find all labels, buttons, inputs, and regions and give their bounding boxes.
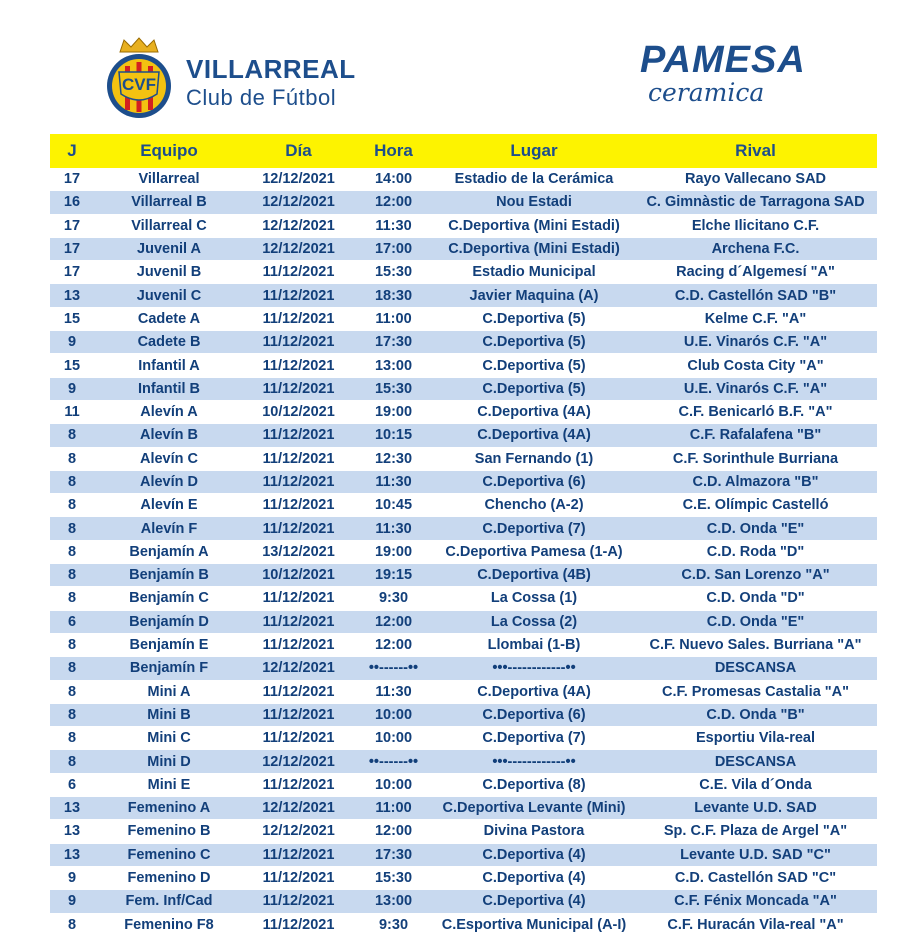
rival-cell: Kelme C.F. "A": [634, 307, 877, 330]
table-row: [50, 284, 877, 307]
equipo-cell: Mini C: [94, 727, 244, 750]
jornada-cell: 6: [50, 610, 94, 633]
table-row: [50, 354, 877, 377]
table-row: [50, 657, 877, 680]
rival-cell: C.D. San Lorenzo "A": [634, 564, 877, 587]
lugar-cell: •••------------••: [434, 657, 634, 680]
hora-cell: 10:00: [353, 703, 434, 726]
rival-cell: C.F. Promesas Castalia "A": [634, 680, 877, 703]
jornada-cell: 17: [50, 214, 94, 237]
rival-cell: C.D. Castellón SAD "C": [634, 866, 877, 889]
table-row: [50, 214, 877, 237]
equipo-cell: Femenino F8: [94, 913, 244, 936]
hora-cell: 14:00: [353, 168, 434, 191]
table-row: [50, 377, 877, 400]
table-row: [50, 494, 877, 517]
hora-cell: 11:30: [353, 680, 434, 703]
rival-cell: C.D. Onda "E": [634, 610, 877, 633]
hora-cell: 17:00: [353, 237, 434, 260]
dia-cell: 11/12/2021: [244, 633, 353, 656]
table-row: [50, 237, 877, 260]
rival-cell: C.E. Olímpic Castelló: [634, 494, 877, 517]
rival-cell: C.F. Rafalafena "B": [634, 424, 877, 447]
lugar-cell: La Cossa (1): [434, 587, 634, 610]
jornada-cell: 8: [50, 657, 94, 680]
hora-cell: 10:00: [353, 773, 434, 796]
club-name: [186, 56, 356, 109]
equipo-cell: Alevín F: [94, 517, 244, 540]
jornada-cell: 8: [50, 680, 94, 703]
dia-cell: 10/12/2021: [244, 400, 353, 423]
jornada-cell: 13: [50, 797, 94, 820]
equipo-cell: Benjamín F: [94, 657, 244, 680]
villarreal-crest-icon: [104, 36, 174, 122]
equipo-cell: Mini A: [94, 680, 244, 703]
equipo-cell: Benjamín E: [94, 633, 244, 656]
dia-cell: 11/12/2021: [244, 773, 353, 796]
lugar-cell: C.Deportiva (5): [434, 307, 634, 330]
lugar-cell: C.Deportiva (5): [434, 331, 634, 354]
lugar-cell: San Fernando (1): [434, 447, 634, 470]
lugar-cell: C.Esportiva Municipal (A-I): [434, 913, 634, 936]
jornada-cell: 17: [50, 237, 94, 260]
jornada-cell: 6: [50, 773, 94, 796]
jornada-cell: 11: [50, 400, 94, 423]
rival-cell: C. Gimnàstic de Tarragona SAD: [634, 191, 877, 214]
table-row: [50, 587, 877, 610]
dia-cell: 12/12/2021: [244, 237, 353, 260]
dia-cell: 11/12/2021: [244, 307, 353, 330]
rival-cell: U.E. Vinarós C.F. "A": [634, 331, 877, 354]
hora-cell: ••------••: [353, 750, 434, 773]
table-row: [50, 168, 877, 191]
hora-cell: 19:00: [353, 400, 434, 423]
table-row: [50, 866, 877, 889]
hora-cell: 17:30: [353, 331, 434, 354]
dia-cell: 11/12/2021: [244, 354, 353, 377]
table-row: [50, 517, 877, 540]
equipo-cell: Benjamín C: [94, 587, 244, 610]
jornada-cell: 8: [50, 913, 94, 936]
table-row: [50, 261, 877, 284]
dia-cell: 11/12/2021: [244, 913, 353, 936]
table-row: [50, 447, 877, 470]
hora-cell: 15:30: [353, 377, 434, 400]
equipo-cell: Alevín D: [94, 470, 244, 493]
jornada-cell: 8: [50, 564, 94, 587]
equipo-cell: Femenino A: [94, 797, 244, 820]
rival-cell: C.D. Castellón SAD "B": [634, 284, 877, 307]
equipo-cell: Villarreal C: [94, 214, 244, 237]
rival-cell: U.E. Vinarós C.F. "A": [634, 377, 877, 400]
rival-cell: Sp. C.F. Plaza de Argel "A": [634, 820, 877, 843]
dia-cell: 11/12/2021: [244, 424, 353, 447]
rival-cell: Esportiu Vila-real: [634, 727, 877, 750]
sponsor-line2: ceramica: [648, 78, 765, 107]
hora-cell: 10:00: [353, 727, 434, 750]
hora-cell: 15:30: [353, 261, 434, 284]
lugar-cell: Chencho (A-2): [434, 494, 634, 517]
equipo-cell: Benjamín D: [94, 610, 244, 633]
equipo-cell: Alevín E: [94, 494, 244, 517]
equipo-cell: Cadete B: [94, 331, 244, 354]
lugar-cell: C.Deportiva (5): [434, 377, 634, 400]
table-row: [50, 331, 877, 354]
hora-cell: 19:00: [353, 540, 434, 563]
lugar-cell: Divina Pastora: [434, 820, 634, 843]
table-row: [50, 797, 877, 820]
jornada-cell: 8: [50, 447, 94, 470]
table-row: [50, 820, 877, 843]
lugar-cell: Estadio de la Cerámica: [434, 168, 634, 191]
table-row: [50, 470, 877, 493]
equipo-cell: Alevín A: [94, 400, 244, 423]
table-row: [50, 191, 877, 214]
jornada-cell: 13: [50, 284, 94, 307]
table-header-row: [50, 134, 877, 168]
equipo-cell: Mini D: [94, 750, 244, 773]
dia-cell: 12/12/2021: [244, 657, 353, 680]
dia-cell: 11/12/2021: [244, 261, 353, 284]
hora-cell: 10:15: [353, 424, 434, 447]
table-row: [50, 890, 877, 913]
lugar-cell: C.Deportiva (4): [434, 843, 634, 866]
hora-cell: 11:30: [353, 214, 434, 237]
lugar-cell: C.Deportiva (6): [434, 470, 634, 493]
rival-cell: Archena F.C.: [634, 237, 877, 260]
jornada-cell: 8: [50, 424, 94, 447]
jornada-cell: 15: [50, 307, 94, 330]
jornada-cell: 16: [50, 191, 94, 214]
crest-letters: CVF: [122, 75, 156, 94]
table-row: [50, 750, 877, 773]
rival-cell: C.F. Fénix Moncada "A": [634, 890, 877, 913]
equipo-cell: Mini B: [94, 703, 244, 726]
dia-cell: 12/12/2021: [244, 191, 353, 214]
hora-cell: 13:00: [353, 354, 434, 377]
lugar-cell: C.Deportiva (Mini Estadi): [434, 237, 634, 260]
rival-cell: C.D. Almazora "B": [634, 470, 877, 493]
dia-cell: 10/12/2021: [244, 564, 353, 587]
jornada-cell: 8: [50, 727, 94, 750]
jornada-cell: 15: [50, 354, 94, 377]
jornada-cell: 8: [50, 494, 94, 517]
hora-cell: 11:30: [353, 470, 434, 493]
match-schedule-table: [50, 134, 877, 937]
hora-cell: 11:00: [353, 797, 434, 820]
hora-cell: 12:00: [353, 191, 434, 214]
column-header-j: J: [50, 134, 94, 168]
lugar-cell: C.Deportiva (4A): [434, 680, 634, 703]
lugar-cell: La Cossa (2): [434, 610, 634, 633]
hora-cell: 17:30: [353, 843, 434, 866]
dia-cell: 11/12/2021: [244, 377, 353, 400]
dia-cell: 12/12/2021: [244, 168, 353, 191]
jornada-cell: 13: [50, 843, 94, 866]
column-header-equipo: Equipo: [94, 134, 244, 168]
rival-cell: Levante U.D. SAD: [634, 797, 877, 820]
equipo-cell: Femenino C: [94, 843, 244, 866]
lugar-cell: C.Deportiva (7): [434, 517, 634, 540]
rival-cell: C.F. Benicarló B.F. "A": [634, 400, 877, 423]
hora-cell: 9:30: [353, 913, 434, 936]
equipo-cell: Benjamín A: [94, 540, 244, 563]
equipo-cell: Femenino B: [94, 820, 244, 843]
lugar-cell: C.Deportiva Pamesa (1-A): [434, 540, 634, 563]
hora-cell: 11:30: [353, 517, 434, 540]
pamesa-logo: [640, 40, 812, 106]
rival-cell: Racing d´Algemesí "A": [634, 261, 877, 284]
page-header: [0, 0, 900, 134]
dia-cell: 12/12/2021: [244, 750, 353, 773]
table-row: [50, 400, 877, 423]
jornada-cell: 9: [50, 866, 94, 889]
lugar-cell: C.Deportiva (4A): [434, 424, 634, 447]
dia-cell: 11/12/2021: [244, 890, 353, 913]
jornada-cell: 8: [50, 517, 94, 540]
rival-cell: DESCANSA: [634, 657, 877, 680]
hora-cell: 11:00: [353, 307, 434, 330]
hora-cell: 9:30: [353, 587, 434, 610]
lugar-cell: C.Deportiva (4): [434, 866, 634, 889]
table-row: [50, 703, 877, 726]
rival-cell: C.F. Huracán Vila-real "A": [634, 913, 877, 936]
jornada-cell: 8: [50, 750, 94, 773]
equipo-cell: Infantil B: [94, 377, 244, 400]
equipo-cell: Alevín B: [94, 424, 244, 447]
hora-cell: 12:00: [353, 610, 434, 633]
jornada-cell: 9: [50, 890, 94, 913]
table-row: [50, 610, 877, 633]
rival-cell: C.F. Sorinthule Burriana: [634, 447, 877, 470]
dia-cell: 11/12/2021: [244, 284, 353, 307]
equipo-cell: Juvenil B: [94, 261, 244, 284]
rival-cell: C.F. Nuevo Sales. Burriana "A": [634, 633, 877, 656]
rival-cell: DESCANSA: [634, 750, 877, 773]
club-name-line1: VILLARREAL: [186, 54, 356, 84]
dia-cell: 11/12/2021: [244, 703, 353, 726]
rival-cell: C.D. Onda "D": [634, 587, 877, 610]
dia-cell: 12/12/2021: [244, 820, 353, 843]
lugar-cell: C.Deportiva (Mini Estadi): [434, 214, 634, 237]
hora-cell: 12:30: [353, 447, 434, 470]
column-header-rival: Rival: [634, 134, 877, 168]
lugar-cell: •••------------••: [434, 750, 634, 773]
dia-cell: 11/12/2021: [244, 610, 353, 633]
dia-cell: 11/12/2021: [244, 470, 353, 493]
hora-cell: 19:15: [353, 564, 434, 587]
dia-cell: 11/12/2021: [244, 587, 353, 610]
equipo-cell: Juvenil A: [94, 237, 244, 260]
jornada-cell: 8: [50, 540, 94, 563]
lugar-cell: C.Deportiva (4A): [434, 400, 634, 423]
table-row: [50, 680, 877, 703]
equipo-cell: Juvenil C: [94, 284, 244, 307]
lugar-cell: Nou Estadi: [434, 191, 634, 214]
jornada-cell: 8: [50, 470, 94, 493]
dia-cell: 11/12/2021: [244, 331, 353, 354]
hora-cell: 12:00: [353, 633, 434, 656]
club-name-line2: Club de Fútbol: [186, 85, 337, 110]
equipo-cell: Infantil A: [94, 354, 244, 377]
hora-cell: 12:00: [353, 820, 434, 843]
equipo-cell: Villarreal B: [94, 191, 244, 214]
equipo-cell: Villarreal: [94, 168, 244, 191]
table-row: [50, 913, 877, 936]
hora-cell: 18:30: [353, 284, 434, 307]
equipo-cell: Femenino D: [94, 866, 244, 889]
hora-cell: 10:45: [353, 494, 434, 517]
equipo-cell: Alevín C: [94, 447, 244, 470]
table-row: [50, 564, 877, 587]
lugar-cell: Javier Maquina (A): [434, 284, 634, 307]
table-row: [50, 727, 877, 750]
hora-cell: 13:00: [353, 890, 434, 913]
lugar-cell: C.Deportiva (7): [434, 727, 634, 750]
jornada-cell: 9: [50, 377, 94, 400]
dia-cell: 11/12/2021: [244, 680, 353, 703]
table-row: [50, 633, 877, 656]
lugar-cell: C.Deportiva Levante (Mini): [434, 797, 634, 820]
lugar-cell: C.Deportiva (6): [434, 703, 634, 726]
rival-cell: Club Costa City "A": [634, 354, 877, 377]
dia-cell: 11/12/2021: [244, 447, 353, 470]
column-header-hora: Hora: [353, 134, 434, 168]
table-row: [50, 540, 877, 563]
hora-cell: ••------••: [353, 657, 434, 680]
table-row: [50, 843, 877, 866]
lugar-cell: Estadio Municipal: [434, 261, 634, 284]
rival-cell: C.D. Roda "D": [634, 540, 877, 563]
rival-cell: C.D. Onda "E": [634, 517, 877, 540]
sponsor-line1: PAMESA: [640, 39, 806, 81]
jornada-cell: 8: [50, 633, 94, 656]
jornada-cell: 9: [50, 331, 94, 354]
lugar-cell: C.Deportiva (4B): [434, 564, 634, 587]
jornada-cell: 17: [50, 261, 94, 284]
table-body: [50, 168, 877, 936]
lugar-cell: Llombai (1-B): [434, 633, 634, 656]
column-header-lugar: Lugar: [434, 134, 634, 168]
lugar-cell: C.Deportiva (4): [434, 890, 634, 913]
lugar-cell: C.Deportiva (5): [434, 354, 634, 377]
jornada-cell: 8: [50, 703, 94, 726]
dia-cell: 11/12/2021: [244, 494, 353, 517]
equipo-cell: Benjamín B: [94, 564, 244, 587]
jornada-cell: 8: [50, 587, 94, 610]
equipo-cell: Cadete A: [94, 307, 244, 330]
rival-cell: Rayo Vallecano SAD: [634, 168, 877, 191]
table-row: [50, 307, 877, 330]
dia-cell: 12/12/2021: [244, 214, 353, 237]
hora-cell: 15:30: [353, 866, 434, 889]
dia-cell: 11/12/2021: [244, 866, 353, 889]
rival-cell: C.E. Vila d´Onda: [634, 773, 877, 796]
dia-cell: 13/12/2021: [244, 540, 353, 563]
table-row: [50, 773, 877, 796]
column-header-dia: Día: [244, 134, 353, 168]
rival-cell: C.D. Onda "B": [634, 703, 877, 726]
dia-cell: 12/12/2021: [244, 797, 353, 820]
lugar-cell: C.Deportiva (8): [434, 773, 634, 796]
dia-cell: 11/12/2021: [244, 517, 353, 540]
rival-cell: Elche Ilicitano C.F.: [634, 214, 877, 237]
jornada-cell: 17: [50, 168, 94, 191]
jornada-cell: 13: [50, 820, 94, 843]
equipo-cell: Mini E: [94, 773, 244, 796]
rival-cell: Levante U.D. SAD "C": [634, 843, 877, 866]
equipo-cell: Fem. Inf/Cad: [94, 890, 244, 913]
table-row: [50, 424, 877, 447]
dia-cell: 11/12/2021: [244, 727, 353, 750]
dia-cell: 11/12/2021: [244, 843, 353, 866]
